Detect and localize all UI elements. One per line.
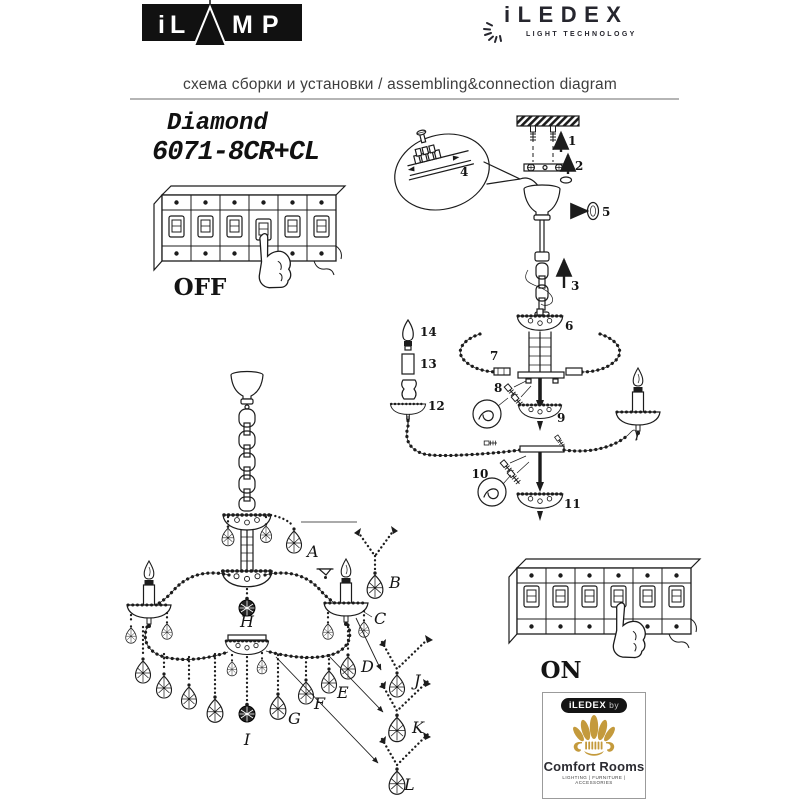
- upper-bowl: [223, 515, 271, 530]
- part-label-7: 7: [490, 349, 499, 363]
- comfort-rooms-box: [542, 692, 646, 799]
- lower-platform: [228, 635, 266, 640]
- mounting-diagram: [390, 100, 690, 340]
- anchor-bolts: [530, 126, 556, 162]
- off-label: OFF: [173, 274, 227, 301]
- pill-brand: iLEDEX: [568, 700, 607, 711]
- part-label-12: 12: [428, 399, 445, 413]
- left-candle: [127, 561, 171, 628]
- upper-arm-right: [265, 573, 343, 607]
- crystal-label-D: D: [361, 657, 374, 676]
- top-bowl-6: [517, 316, 563, 330]
- crystal-label-K: K: [412, 718, 424, 737]
- crystal-label-F: F: [314, 694, 326, 713]
- teardrop-crystal: [323, 621, 334, 639]
- teardrop-crystal: [227, 659, 237, 676]
- crystal-label-A: A: [307, 542, 319, 561]
- teardrop-crystal-g: [270, 692, 286, 719]
- crystal-label-J: J: [414, 671, 421, 690]
- lower-platform: [520, 446, 564, 452]
- step-label-5: 5: [602, 205, 611, 219]
- crystal-label-L: L: [404, 775, 415, 794]
- chandelier-crystal-diagram: [95, 365, 465, 800]
- upper-arm-left: [460, 334, 510, 375]
- teardrop-crystal-e: [322, 667, 337, 693]
- bowl-11: [517, 494, 563, 508]
- screws-10: [500, 456, 529, 486]
- step-label-4: 4: [460, 165, 469, 179]
- chain: [239, 409, 255, 511]
- step-label-1: 1: [568, 134, 577, 148]
- crystal-label-E: E: [337, 683, 349, 702]
- comfort-rooms-name: Comfort Rooms: [543, 759, 645, 774]
- part-label-13: 13: [420, 357, 437, 371]
- detail-circle-8: [473, 398, 508, 428]
- ilamp-text-left: iL: [158, 11, 191, 39]
- mounting-bracket: [524, 164, 566, 171]
- upper-arm-right: [566, 334, 620, 375]
- bowl-9: [518, 405, 561, 419]
- product-model: 6071-8CR+CL: [152, 137, 320, 168]
- part-label-8: 8: [494, 381, 503, 395]
- teardrop-crystal: [222, 525, 234, 545]
- center-column: [529, 332, 551, 372]
- iledex-burst-icon: [484, 23, 501, 42]
- center-column: [241, 530, 253, 570]
- lower-arm-right: [266, 625, 350, 657]
- ilamp-logo: [142, 0, 307, 52]
- mini-canopy-icon: [317, 569, 333, 579]
- part-label-11: 11: [564, 497, 581, 511]
- lock-nut: [561, 177, 572, 183]
- lower-stem: [536, 452, 544, 492]
- step-label-3: 3: [571, 279, 580, 293]
- on-label: ON: [540, 657, 582, 684]
- right-candle: [616, 368, 660, 440]
- product-name: Diamond: [167, 110, 268, 137]
- ring-part: [588, 203, 599, 220]
- crystal-ball-i: [239, 703, 255, 722]
- pill-by: by: [609, 700, 620, 710]
- iledex-tagline: LIGHT TECHNOLOGY: [526, 31, 637, 38]
- detail-balloon: [386, 120, 520, 221]
- bead-link-a: [271, 515, 292, 525]
- step-label-2: 2: [575, 159, 584, 173]
- bead-strands-right: [270, 627, 355, 719]
- breaker-panel-on-diagram: [503, 556, 703, 706]
- sheet-title: схема сборки и установки / assembling&connection diagram: [183, 76, 617, 93]
- bead-strands-left: [136, 627, 223, 722]
- iledex-logo: [480, 1, 690, 43]
- upper-platform: [518, 372, 564, 378]
- middle-bowl: [222, 571, 272, 587]
- teardrop-crystal: [126, 625, 137, 643]
- crown-chair-icon: [569, 714, 619, 758]
- crystal-label-H: H: [240, 612, 254, 631]
- ceiling-bar: [517, 116, 579, 126]
- teardrop-crystal: [257, 657, 267, 674]
- part-label-14: 14: [420, 325, 437, 339]
- part-label-10: 10: [471, 467, 489, 481]
- part-label-9: 9: [557, 411, 566, 425]
- product-block: [152, 110, 319, 169]
- canopy: [524, 185, 560, 220]
- breaker-panel-off-diagram: [148, 183, 348, 333]
- iledex-by-pill: [561, 698, 627, 713]
- crystal-label-C: C: [374, 609, 387, 628]
- hanging-rod: [535, 220, 549, 261]
- teardrop-crystal-a: [287, 527, 302, 553]
- part-label-6: 6: [565, 319, 574, 333]
- teardrop-crystal: [162, 621, 173, 639]
- crystal-label-G: G: [288, 709, 301, 728]
- crystal-label-I: I: [243, 730, 251, 749]
- crystal-label-B: B: [389, 573, 401, 592]
- lower-arm-right: [564, 430, 637, 451]
- spare-strand-j: [379, 635, 433, 697]
- canopy: [231, 372, 263, 410]
- ilamp-text-right: MP: [232, 11, 288, 39]
- comfort-rooms-tagline: LIGHTING | FURNITURE | ACCESSORIES: [562, 775, 626, 785]
- upper-arm-left: [151, 573, 229, 607]
- iledex-wordmark: iLEDEX: [504, 2, 629, 27]
- leader-c: [364, 612, 372, 617]
